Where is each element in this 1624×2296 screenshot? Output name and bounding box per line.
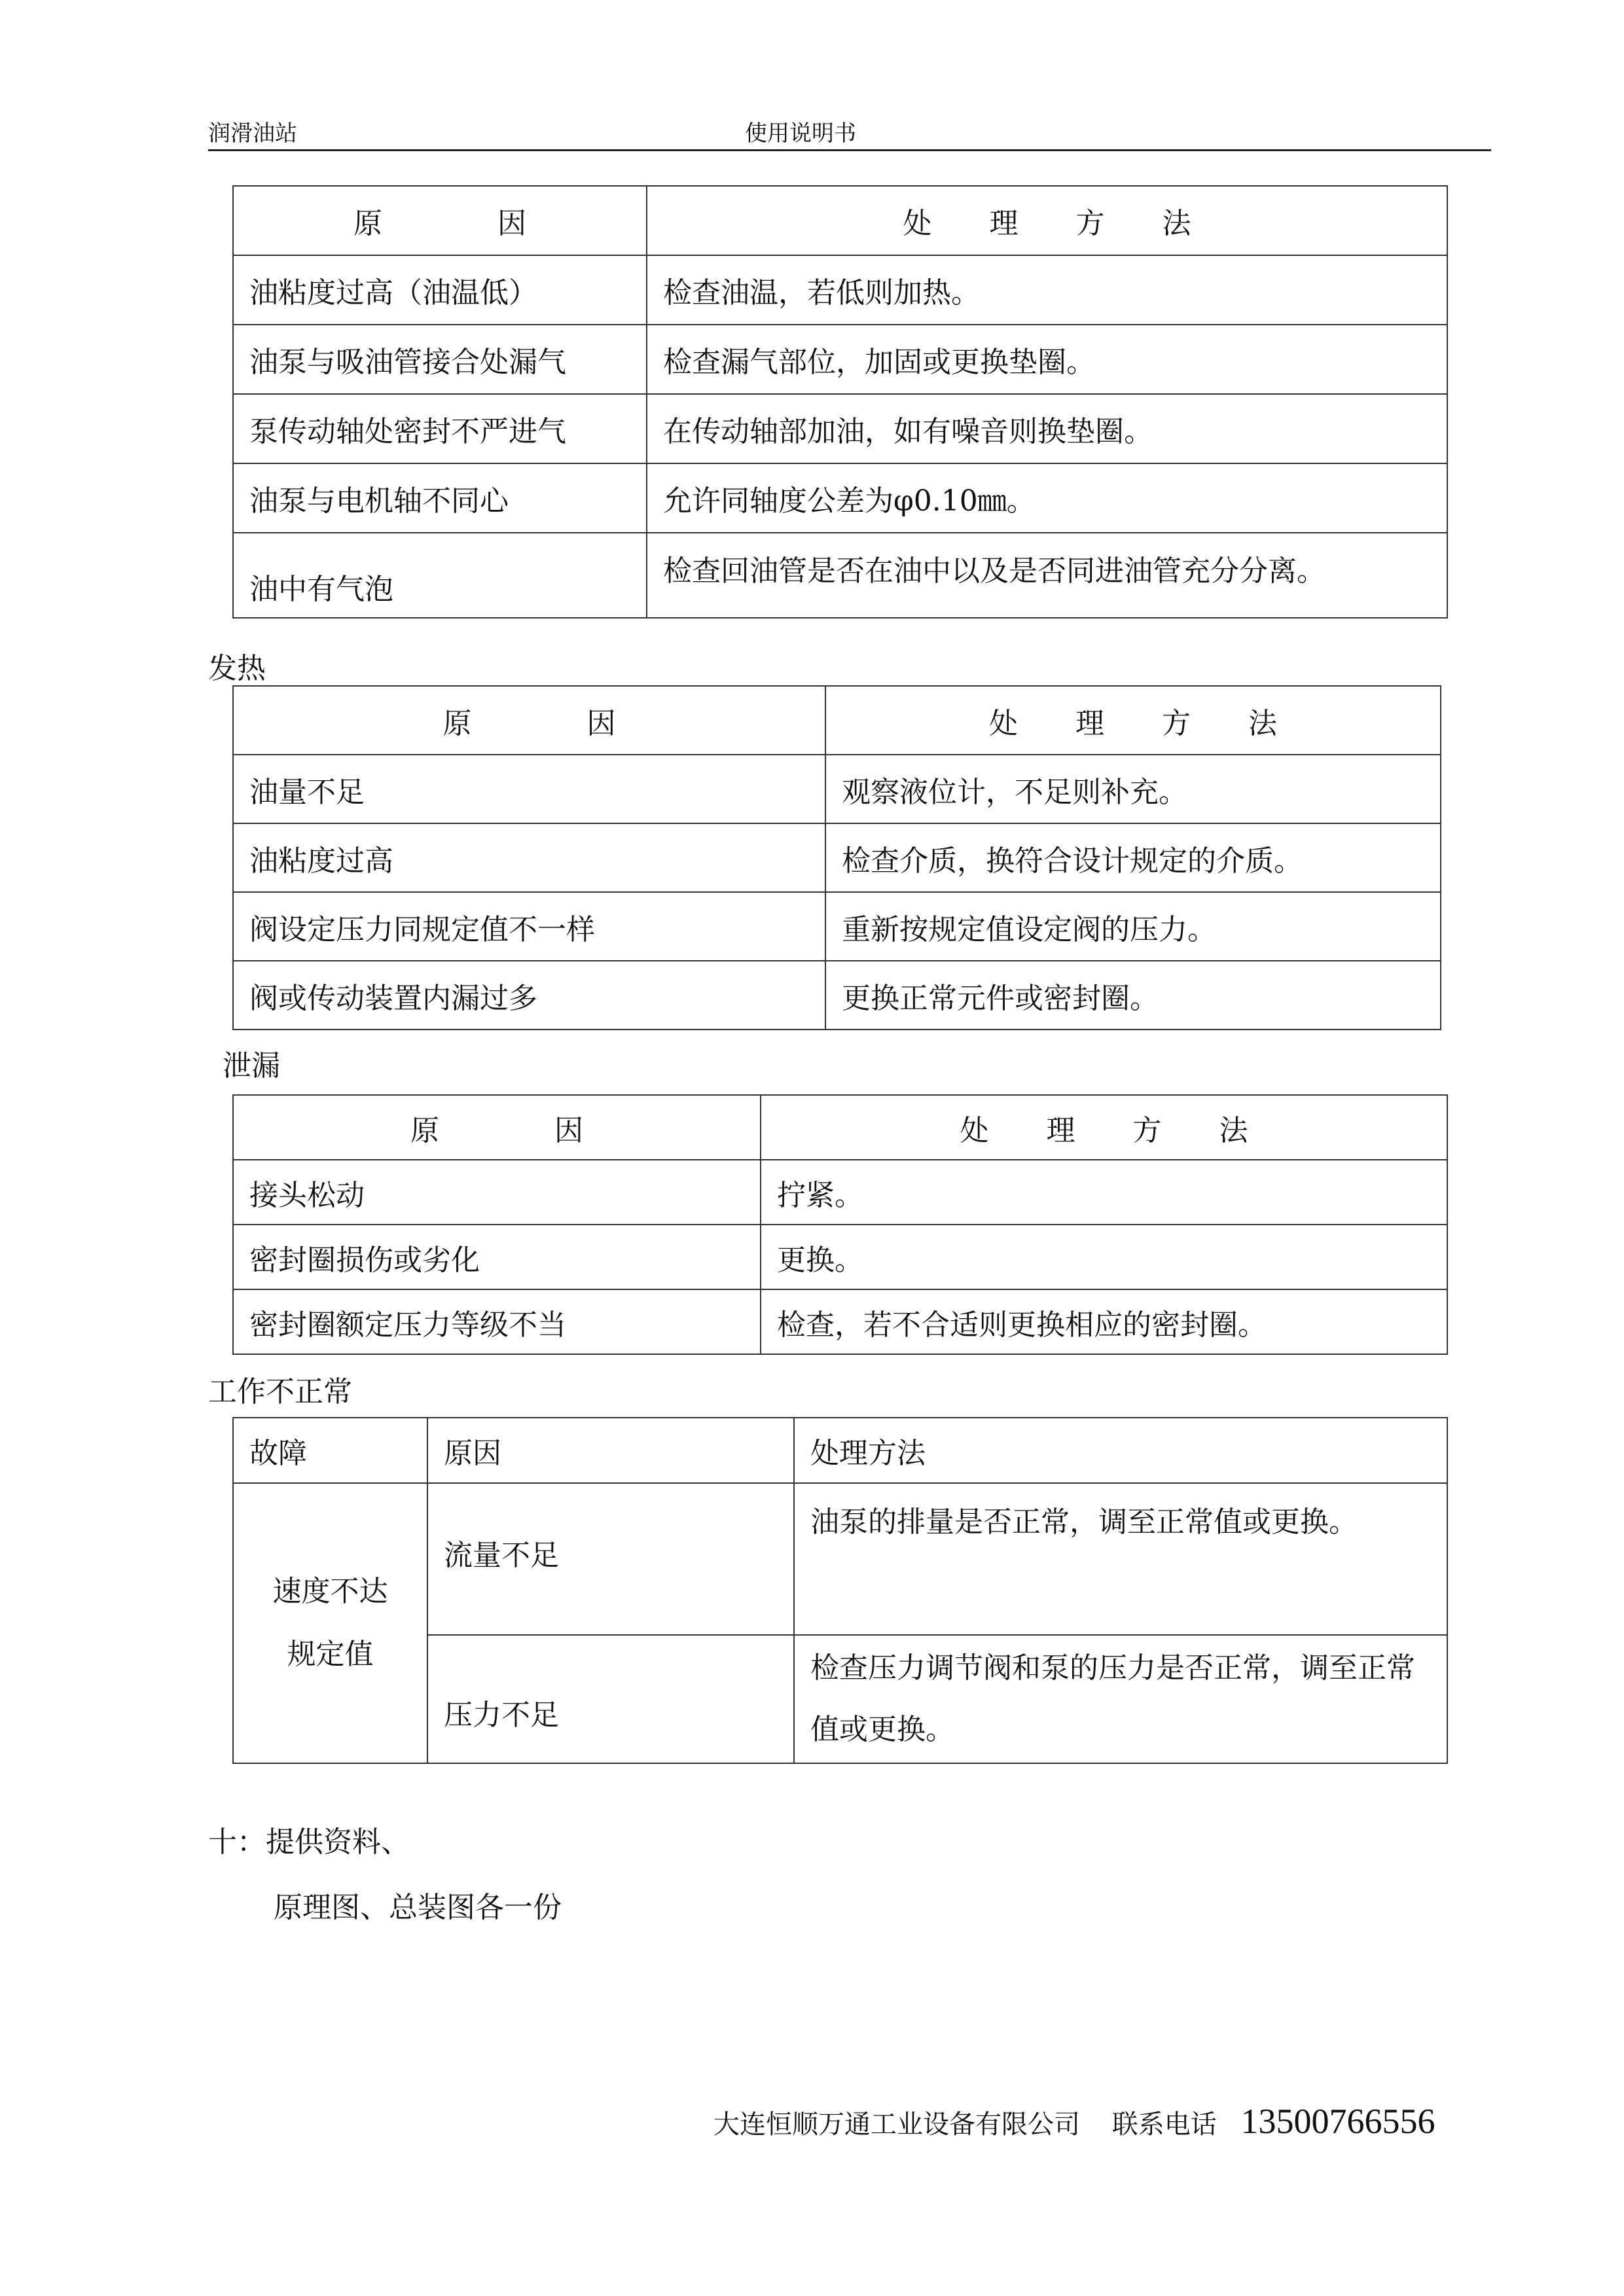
method-cell: 更换正常元件或密封圈。: [825, 961, 1441, 1030]
cause-cell: 油泵与吸油管接合处漏气: [233, 325, 647, 394]
header-cause: 原 因: [233, 186, 647, 255]
table-header-row: [233, 1095, 1447, 1160]
cause-cell: 油量不足: [233, 755, 825, 823]
page-header: [208, 113, 1491, 151]
method-cell: 检查压力调节阀和泵的压力是否正常，调至正常值或更换。: [794, 1635, 1447, 1763]
method-cell: 在传动轴部加油，如有噪音则换垫圈。: [647, 394, 1447, 463]
cause-cell: 密封圈额定压力等级不当: [233, 1289, 761, 1354]
table-row: [233, 394, 1447, 463]
table-header-row: [233, 686, 1441, 755]
table-row: [233, 1289, 1447, 1354]
table-row: [233, 1483, 1447, 1635]
table-noise-causes: [232, 185, 1448, 619]
cause-cell: 油粘度过高（油温低）: [233, 255, 647, 325]
table-header-row: [233, 186, 1447, 255]
header-fault: 故障: [233, 1418, 427, 1483]
cause-cell: 泵传动轴处密封不严进气: [233, 394, 647, 463]
footer-phone: 13500766556: [1240, 2102, 1435, 2141]
table-row: [233, 533, 1447, 618]
header-cause: 原 因: [233, 686, 825, 755]
cause-cell: 流量不足: [427, 1483, 794, 1635]
footer-company: 大连恒顺万通工业设备有限公司: [713, 2109, 1080, 2140]
header-method: 处理方法: [794, 1418, 1447, 1483]
method-cell: 检查，若不合适则更换相应的密封圈。: [761, 1289, 1447, 1354]
method-cell: 观察液位计，不足则补充。: [825, 755, 1441, 823]
table-row: [233, 755, 1441, 823]
method-cell: 检查回油管是否在油中以及是否同进油管充分分离。: [647, 533, 1447, 618]
cause-cell: 油泵与电机轴不同心: [233, 463, 647, 533]
cause-cell: 密封圈损伤或劣化: [233, 1225, 761, 1289]
section-ten-heading: 十：提供资料、: [208, 1825, 410, 1859]
cause-cell: 阀设定压力同规定值不一样: [233, 892, 825, 961]
table-row: [233, 1225, 1447, 1289]
cause-cell: 油粘度过高: [233, 823, 825, 892]
method-cell: 更换。: [761, 1225, 1447, 1289]
table-row: [233, 892, 1441, 961]
method-cell: 检查油温，若低则加热。: [647, 255, 1447, 325]
header-method: 处 理 方 法: [825, 686, 1441, 755]
footer-contact-label: 联系电话: [1111, 2109, 1217, 2140]
method-cell: 油泵的排量是否正常，调至正常值或更换。: [794, 1483, 1447, 1635]
method-cell: 重新按规定值设定阀的压力。: [825, 892, 1441, 961]
header-center-title: 使用说明书: [745, 120, 856, 147]
cause-cell: 油中有气泡: [233, 533, 647, 618]
cause-cell: 压力不足: [427, 1635, 794, 1763]
method-cell: 检查漏气部位，加固或更换垫圈。: [647, 325, 1447, 394]
header-method: 处 理 方 法: [761, 1095, 1447, 1160]
method-cell: 允许同轴度公差为φ0.10㎜。: [647, 463, 1447, 533]
method-cell: 拧紧。: [761, 1160, 1447, 1225]
section-ten-body: 原理图、总装图各一份: [274, 1891, 562, 1924]
table-header-row: [233, 1418, 1447, 1483]
header-left-title: 润滑油站: [208, 120, 297, 147]
table-row: [233, 255, 1447, 325]
table-abnormal-operation: [232, 1417, 1448, 1764]
section-leak: 泄漏: [223, 1049, 280, 1083]
fault-cell: 速度不达规定值: [233, 1483, 427, 1763]
cause-cell: 阀或传动装置内漏过多: [233, 961, 825, 1030]
table-row: [233, 823, 1441, 892]
section-heat: 发热: [208, 652, 266, 685]
table-row: [233, 1160, 1447, 1225]
page-footer: [713, 2101, 1435, 2142]
cause-cell: 接头松动: [233, 1160, 761, 1225]
table-leak-causes: [232, 1094, 1448, 1355]
header-cause: 原因: [427, 1418, 794, 1483]
table-row: [233, 961, 1441, 1030]
header-method: 处 理 方 法: [647, 186, 1447, 255]
table-heat-causes: [232, 685, 1441, 1030]
table-row: [233, 463, 1447, 533]
table-row: [233, 325, 1447, 394]
method-cell: 检查介质，换符合设计规定的介质。: [825, 823, 1441, 892]
section-abnormal: 工作不正常: [208, 1375, 352, 1408]
header-cause: 原 因: [233, 1095, 761, 1160]
